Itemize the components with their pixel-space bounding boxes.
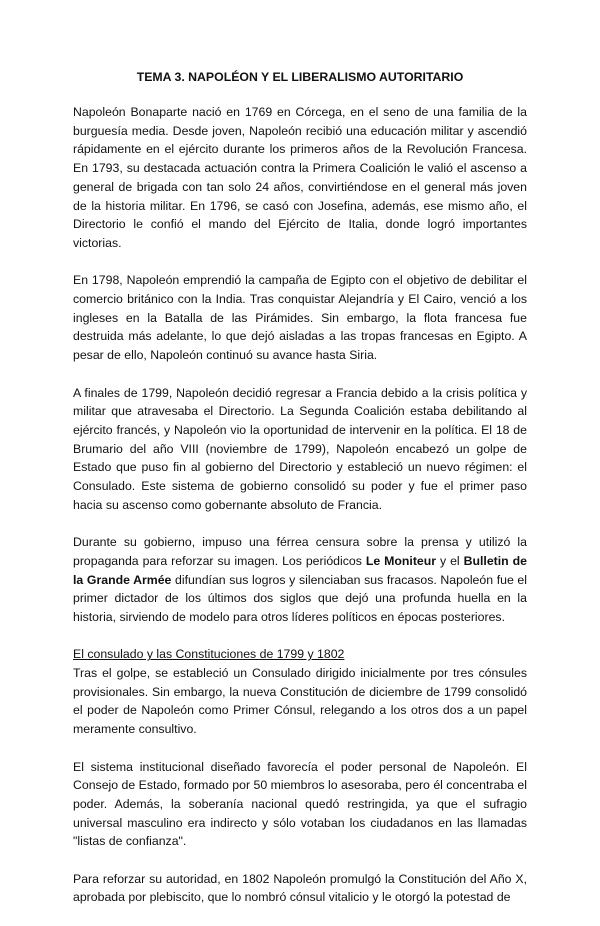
propaganda-text-start: Durante su gobierno, impuso una férrea censura sobre la prensa y utilizó la propaganda para reforzar su imagen. Los periódicos — [73, 535, 527, 568]
newspaper-bulletin-grande-armee: Bulletin de la Grande Armée — [73, 553, 527, 587]
paragraph-egypt-campaign: En 1798, Napoleón emprendió la campaña de Egipto con el objetivo de debilitar el comercio británico con la India. Tras conquistar Alejandría y El Cairo, venció a los ingleses en la Batalla de las Pirámides. Sin embargo, la flota francesa fue destruida más adelante, lo que dejó aisladas a las tropas francesas en Egipto. A pesar de ello, Napoleón continuó su avance hasta Siria. — [73, 273, 527, 363]
document-title: TEMA 3. NAPOLÉON Y EL LIBERALISMO AUTORITARIO — [136, 70, 464, 84]
propaganda-text-and: y el — [436, 553, 464, 568]
section-subheading: El consulado y las Constituciones de 1799 y 1802 — [73, 647, 345, 662]
paragraph-institutional-system: El sistema institucional diseñado favorecía el poder personal de Napoleón. El Consejo de Estado, formado por 50 miembros lo asesoraba, pero él concentraba el poder. Además, la soberanía nacional quedó restringida, ya que el sufragio universal masculino era indirecto y sólo votaban los ciudadanos en las llamadas "listas de confianza". — [73, 759, 527, 849]
paragraph-early-life: Napoleón Bonaparte nació en 1769 en Córcega, en el seno de una familia de la burguesía media. Desde joven, Napoleón recibió una educación militar y ascendió rápidamente en el ejército durante los primeros años de la Revolución Francesa. En 1793, su destacada actuación contra la Primera Coalición le valió el ascenso a general de brigada con tan solo 24 años, convirtiéndose en el general más joven de la historia militar. En 1796, se casó con Josefina, además, ese mismo año, el Directorio le confió el mando del Ejército de Italia, donde logró importantes victorias. — [73, 105, 527, 250]
paragraph-consulate: Tras el golpe, se estableció un Consulado dirigido inicialmente por tres cónsules provisionales. Sin embargo, la nueva Constitución de diciembre de 1799 consolidó el poder de Napoleón como Primer Cónsul, relegando a los otros dos a un papel meramente consultivo. — [73, 666, 527, 737]
document-page — [73, 68, 527, 926]
paragraph-propaganda — [73, 533, 527, 627]
propaganda-text-end: difundían sus logros y silenciaban sus fracasos. Napoleón fue el primer dictador de los últimos dos siglos que dejó una profunda huella en la historia, sirviendo de modelo para otros líderes políticos en épocas posteriores. — [73, 572, 527, 624]
paragraph-constitution-1802: Para reforzar su autoridad, en 1802 Napoleón promulgó la Constitución del Año X, aprobada por plebiscito, que lo nombró cónsul vitalicio y le otorgó la potestad de — [73, 871, 527, 905]
newspaper-le-moniteur: Le Moniteur — [365, 553, 437, 568]
paragraph-brumaire-coup: A finales de 1799, Napoleón decidió regresar a Francia debido a la crisis política y militar que atravesaba el Directorio. La Segunda Coalición estaba debilitando al ejército francés, y Napoleón vio la oportunidad de intervenir en la política. El 18 de Brumario del año VIII (noviembre de 1799), Napoleón encabezó un golpe de Estado que puso fin al gobierno del Directorio y estableció un nuevo régimen: el Consulado. Este sistema de gobierno consolidó su poder y fue el primer paso hacia su ascenso como gobernante absoluto de Francia. — [73, 385, 527, 512]
